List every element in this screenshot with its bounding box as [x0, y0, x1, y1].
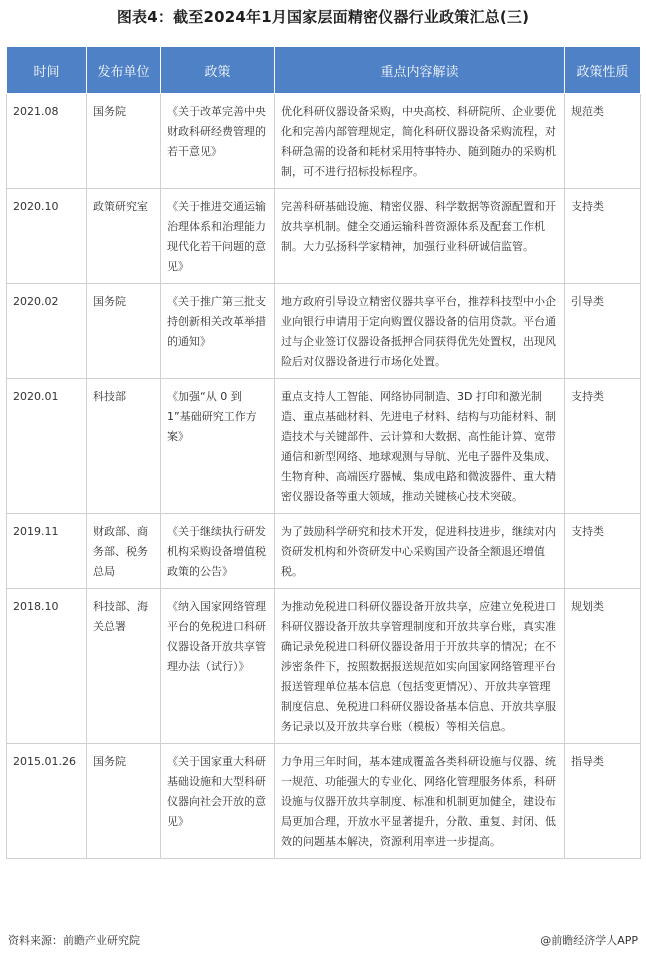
row-issuer: 科技部、海关总署: [87, 589, 161, 744]
data-source: 资料来源：前瞻产业研究院: [8, 934, 140, 947]
header-issuer: 发布单位: [87, 47, 161, 94]
row-policy: 《关于改革完善中央财政科研经费管理的若干意见》: [161, 94, 275, 189]
table-header-row: [7, 47, 641, 94]
row-date: 2018.10: [7, 589, 87, 744]
row-date: 2020.10: [7, 189, 87, 284]
row-policy: 《纳入国家网络管理平台的免税进口科研仪器设备开放共享管理办法（试行）》: [161, 589, 275, 744]
chart-title: 图表4：截至2024年1月国家层面精密仪器行业政策汇总(三): [116, 8, 530, 26]
row-date: 2020.02: [7, 284, 87, 379]
table-row: [7, 94, 641, 189]
header-content: 重点内容解读: [275, 47, 565, 94]
row-content: 重点支持人工智能、网络协同制造、3D 打印和激光制造、重点基础材料、先进电子材料、结构与功能材料、制造技术与关键部件、云计算和大数据、高性能计算、宽带通信和新型网络、地球观测与导航、光电子器件及集成、生物育种、高端医疗器械、集成电路和微波器件、重大精密仪器设备等重大领域，推动关键核心技术突破。: [275, 379, 565, 514]
row-content: 为推动免税进口科研仪器设备开放共享，应建立免税进口科研仪器设备开放共享管理制度和开放共享台账，真实准确记录免税进口科研仪器设备用于开放共享的情况；在不涉密条件下，按照数据报送规范如实向国家网络管理平台报送管理单位基本信息（包括变更情况）、开放共享管理制度信息、免税进口科研仪器设备基本信息、开放共享服务记录以及开放共享台账（模板）等相关信息。: [275, 589, 565, 744]
header-date: 时间: [7, 47, 87, 94]
row-issuer: 国务院: [87, 284, 161, 379]
row-issuer: 财政部、商务部、税务总局: [87, 514, 161, 589]
row-date: 2019.11: [7, 514, 87, 589]
header-policy: 政策: [161, 47, 275, 94]
row-policy: 《关于国家重大科研基础设施和大型科研仪器向社会开放的意见》: [161, 744, 275, 859]
row-content: 为了鼓励科学研究和技术开发，促进科技进步，继续对内资研发机构和外资研发中心采购国产设备全额退还增值税。: [275, 514, 565, 589]
row-content: 地方政府引导设立精密仪器共享平台，推荐科技型中小企业向银行申请用于定向购置仪器设备的信用贷款。平台通过与企业签订仪器设备抵押合同获得优先处置权，出现风险后对仪器设备进行市场化处置。: [275, 284, 565, 379]
row-content: 力争用三年时间，基本建成覆盖各类科研设施与仪器、统一规范、功能强大的专业化、网络化管理服务体系，科研设施与仪器开放共享制度、标准和机制更加健全，建设布局更加合理，开放水平显著提升，分散、重复、封闭、低效的问题基本解决，资源利用率进一步提高。: [275, 744, 565, 859]
table-row: [7, 284, 641, 379]
row-nature: 规划类: [565, 589, 641, 744]
row-policy: 《关于继续执行研发机构采购设备增值税政策的公告》: [161, 514, 275, 589]
credit-text: @前瞻经济学人APP: [540, 934, 638, 947]
row-nature: 指导类: [565, 744, 641, 859]
row-issuer: 科技部: [87, 379, 161, 514]
row-policy: 《关于推进交通运输治理体系和治理能力现代化若干问题的意见》: [161, 189, 275, 284]
header-nature: 政策性质: [565, 47, 641, 94]
row-issuer: 国务院: [87, 744, 161, 859]
table-row: [7, 589, 641, 744]
row-nature: 支持类: [565, 189, 641, 284]
row-issuer: 国务院: [87, 94, 161, 189]
policy-table: [6, 46, 641, 859]
row-policy: 《关于推广第三批支持创新相关改革举措的通知》: [161, 284, 275, 379]
row-nature: 引导类: [565, 284, 641, 379]
row-nature: 支持类: [565, 379, 641, 514]
table-row: [7, 189, 641, 284]
row-date: 2021.08: [7, 94, 87, 189]
table-row: [7, 514, 641, 589]
row-policy: 《加强“从 0 到 1”基础研究工作方案》: [161, 379, 275, 514]
table-row: [7, 379, 641, 514]
table-row: [7, 744, 641, 859]
row-nature: 规范类: [565, 94, 641, 189]
row-nature: 支持类: [565, 514, 641, 589]
row-date: 2020.01: [7, 379, 87, 514]
row-content: 优化科研仪器设备采购，中央高校、科研院所、企业要优化和完善内部管理规定，简化科研仪器设备采购流程，对科研急需的设备和耗材采用特事特办、随到随办的采购机制，可不进行招标投标程序。: [275, 94, 565, 189]
row-content: 完善科研基础设施、精密仪器、科学数据等资源配置和开放共享机制。健全交通运输科普资源体系及配套工作机制。大力弘扬科学家精神，加强行业科研诚信监管。: [275, 189, 565, 284]
row-date: 2015.01.26: [7, 744, 87, 859]
row-issuer: 政策研究室: [87, 189, 161, 284]
